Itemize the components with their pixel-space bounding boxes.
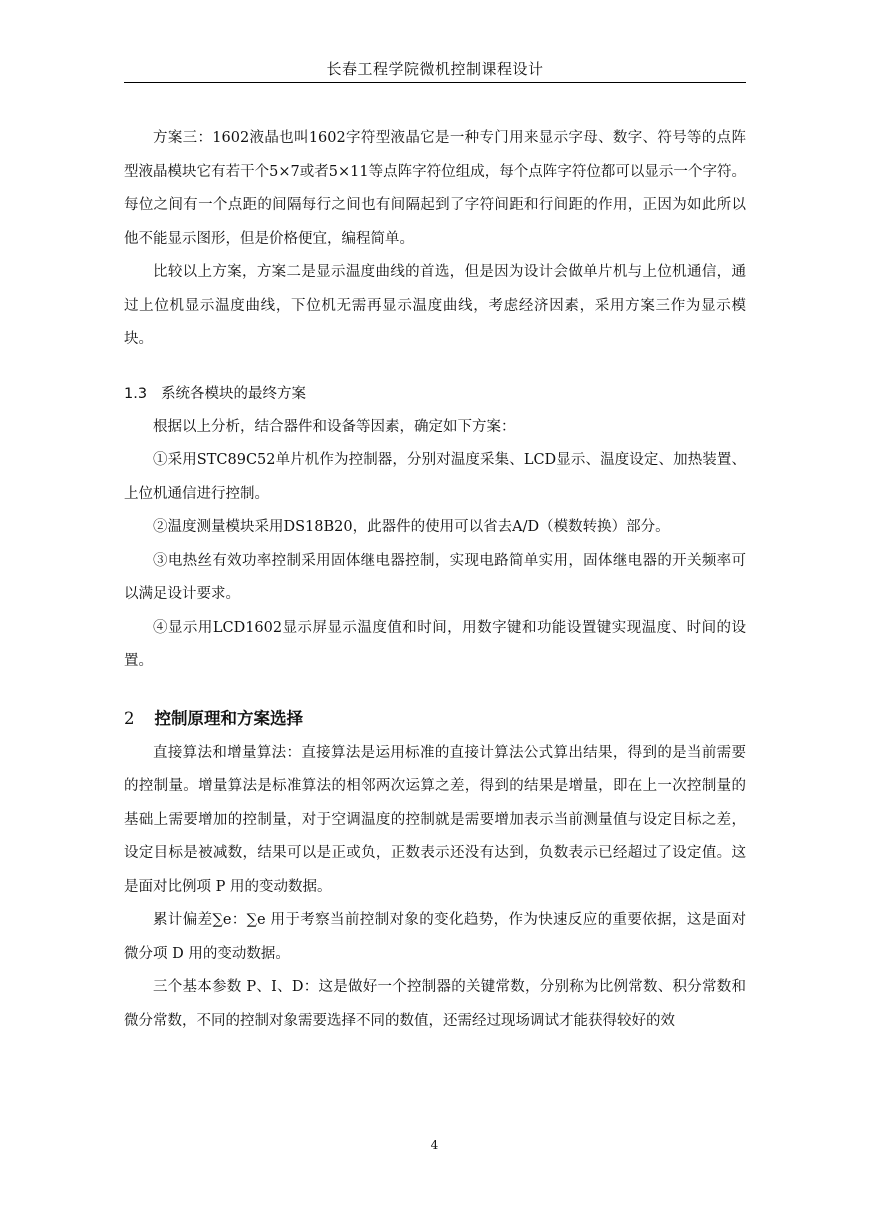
section-intro: 根据以上分析，结合器件和设备等因素，确定如下方案： [153,418,516,435]
paragraph-pid-parameters: 三个基本参数 P、I、D：这是做好一个控制器的关键常数，分别称为比例常数、积分常数和微分常数，不同的控制对象需要选择不同的数值，还需经过现场调试才能获得较好的效 [124,979,746,1029]
section-title: 系统各模块的最终方案 [161,385,307,402]
chapter-number: 2 [124,708,135,728]
section-heading-1-3 [124,378,746,411]
running-header: 长春工程学院微机控制课程设计 [326,60,544,78]
spacer [124,357,746,378]
paragraph-scheme-three: 方案三：1602液晶也叫1602字符型液晶它是一种专门用来显示字母、数字、符号等的点阵型液晶模块它有若干个5×7或者5×11等点阵字符位组成，每个点阵字符位都可以显示一个字符。每位之间有一个点距的间隔每行之间也有间隔起到了字符间距和行间距的作用，正因为如此所以他不能显示图形，但是价格便宜，编程简单。 [124,130,746,247]
section-heading-2 [124,701,746,737]
spacer [124,679,746,701]
chapter-title: 控制原理和方案选择 [154,708,303,728]
paragraph-cumulative-error: 累计偏差∑e：∑e 用于考察当前控制对象的变化趋势，作为快速反应的重要依据，这是面对微分项 D 用的变动数据。 [124,912,746,962]
paragraph-algorithms: 直接算法和增量算法：直接算法是运用标准的直接计算法公式算出结果，得到的是当前需要的控制量。增量算法是标准算法的相邻两次运算之差，得到的结果是增量，即在上一次控制量的基础上需要增加的控制量，对于空调温度的控制就是需要增加表示当前测量值与设定目标之差，设定目标是被减数，结果可以是正或负，正数表示还没有达到，负数表示已经超过了设定值。这是面对比例项 P 用的变动数据。 [124,744,746,895]
header-rule [124,82,746,83]
list-item-2: ②温度测量模块采用DS18B20，此器件的使用可以省去A/D（模数转换）部分。 [153,519,670,535]
page-body [124,122,746,1038]
list-item-4: ④显示用LCD1602显示屏显示温度值和时间，用数字键和功能设置键实现温度、时间的设置。 [124,619,746,669]
page-number: 4 [430,1138,439,1152]
list-item-3: ③电热丝有效功率控制采用固体继电器控制，实现电路简单实用，固体继电器的开关频率可以满足设计要求。 [124,552,746,602]
paragraph-comparison: 比较以上方案，方案二是显示温度曲线的首选，但是因为设计会做单片机与上位机通信，通过上位机显示温度曲线，下位机无需再显示温度曲线，考虑经济因素，采用方案三作为显示模块。 [124,264,746,347]
section-number: 1.3 [124,385,148,402]
list-item-1: ①采用STC89C52单片机作为控制器，分别对温度采集、LCD显示、温度设定、加热装置、上位机通信进行控制。 [124,452,746,502]
